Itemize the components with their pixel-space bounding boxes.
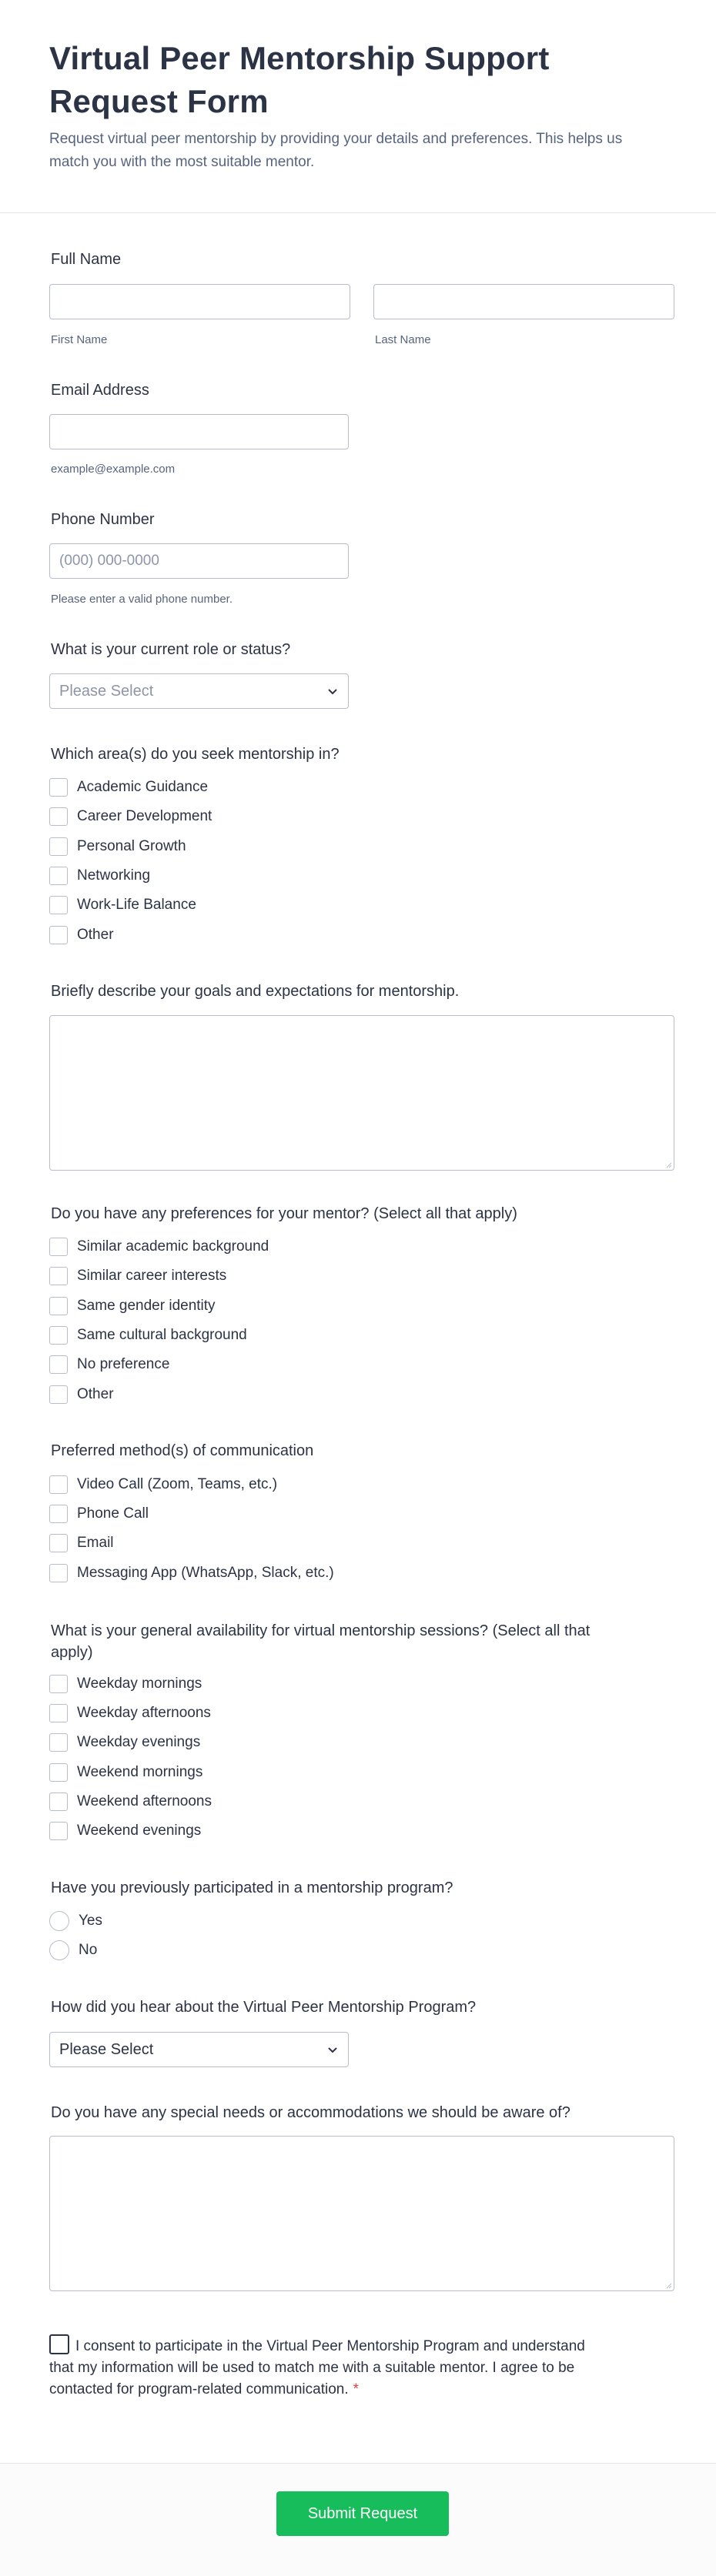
option-label: Weekend evenings xyxy=(77,1823,202,1839)
source-select-value: Please Select xyxy=(59,2040,154,2058)
areas-option[interactable] xyxy=(49,807,212,827)
checkbox[interactable] xyxy=(49,1822,68,1840)
checkbox[interactable] xyxy=(49,1475,68,1494)
resize-handle-icon[interactable] xyxy=(664,1161,672,1168)
option-label: No preference xyxy=(77,1356,170,1372)
option-label: Similar academic background xyxy=(77,1238,269,1255)
submit-button[interactable]: Submit Request xyxy=(276,2491,449,2536)
option-label: Academic Guidance xyxy=(77,779,209,795)
source-select[interactable] xyxy=(49,2032,349,2067)
checkbox[interactable] xyxy=(49,1675,68,1693)
areas-option[interactable] xyxy=(49,925,114,945)
checkbox[interactable] xyxy=(49,1564,68,1582)
footer-divider xyxy=(0,2463,716,2464)
mentor-prefs-label: Do you have any preferences for your mentor? (Select all that apply) xyxy=(51,1205,517,1222)
availability-option[interactable] xyxy=(49,1792,212,1812)
checkbox[interactable] xyxy=(49,1793,68,1811)
checkbox[interactable] xyxy=(49,1385,68,1404)
option-label: Weekday evenings xyxy=(77,1734,201,1750)
resize-handle-icon[interactable] xyxy=(664,2281,672,2289)
radio[interactable] xyxy=(49,1911,69,1931)
option-label: Weekend afternoons xyxy=(77,1793,212,1809)
goals-label: Briefly describe your goals and expectations for mentorship. xyxy=(51,983,460,1000)
accommodations-textarea[interactable] xyxy=(49,2136,674,2291)
option-label: Phone Call xyxy=(77,1505,149,1522)
option-label: Same gender identity xyxy=(77,1298,216,1314)
mentor-prefs-option[interactable] xyxy=(49,1266,226,1286)
checkbox[interactable] xyxy=(49,778,68,797)
goals-textarea[interactable] xyxy=(49,1015,674,1171)
required-asterisk: * xyxy=(353,2381,360,2397)
option-label: No xyxy=(79,1942,98,1958)
header-divider xyxy=(0,212,716,213)
form-description: Request virtual peer mentorship by providing your details and preferences. This helps us match you with the most suitable mentor. xyxy=(49,131,623,170)
availability-option[interactable] xyxy=(49,1762,202,1782)
option-label: Messaging App (WhatsApp, Slack, etc.) xyxy=(77,1565,334,1581)
phone-input[interactable] xyxy=(49,543,349,579)
areas-option[interactable] xyxy=(49,777,208,797)
previous-option-no[interactable] xyxy=(49,1940,97,1960)
option-label: Work-Life Balance xyxy=(77,897,196,913)
communication-option[interactable] xyxy=(49,1504,149,1524)
option-label: Weekday afternoons xyxy=(77,1705,211,1721)
option-label: Weekend mornings xyxy=(77,1764,203,1780)
checkbox[interactable] xyxy=(49,1355,68,1374)
mentor-prefs-option[interactable] xyxy=(49,1355,169,1375)
previous-label: Have you previously participated in a mentorship program? xyxy=(51,1879,453,1896)
email-input[interactable] xyxy=(49,414,349,449)
checkbox[interactable] xyxy=(49,807,68,826)
option-label: Weekday mornings xyxy=(77,1676,202,1692)
role-label: What is your current role or status? xyxy=(51,641,291,658)
first-name-sublabel: First Name xyxy=(51,333,108,346)
checkbox[interactable] xyxy=(49,1534,68,1552)
communication-option[interactable] xyxy=(49,1533,114,1553)
communication-label: Preferred method(s) of communication xyxy=(51,1442,314,1459)
checkbox[interactable] xyxy=(49,1297,68,1315)
phone-sublabel: Please enter a valid phone number. xyxy=(51,593,233,606)
phone-label: Phone Number xyxy=(51,511,155,528)
checkbox[interactable] xyxy=(49,896,68,914)
availability-option[interactable] xyxy=(49,1732,200,1752)
consent-text: I consent to participate in the Virtual Peer Mentorship Program and understand that my information will be used to match me with a suitable mentor. I agree to be contacted for program-related communication. xyxy=(49,2338,585,2397)
consent-field[interactable] xyxy=(49,2334,588,2401)
checkbox[interactable] xyxy=(49,1505,68,1523)
first-name-input[interactable] xyxy=(49,284,350,319)
form-header xyxy=(49,37,665,174)
areas-option[interactable] xyxy=(49,837,186,857)
checkbox[interactable] xyxy=(49,1238,68,1256)
availability-option[interactable] xyxy=(49,1703,211,1723)
form-title: Virtual Peer Mentorship Support Request Form xyxy=(49,40,550,119)
mentor-prefs-option[interactable] xyxy=(49,1296,216,1316)
communication-option[interactable] xyxy=(49,1475,277,1495)
option-label: Similar career interests xyxy=(77,1268,227,1284)
communication-option[interactable] xyxy=(49,1563,334,1583)
radio[interactable] xyxy=(49,1940,69,1960)
checkbox[interactable] xyxy=(49,837,68,856)
chevron-down-icon xyxy=(326,685,339,697)
checkbox[interactable] xyxy=(49,867,68,885)
option-label: Email xyxy=(77,1535,114,1551)
checkbox[interactable] xyxy=(49,1267,68,1285)
accommodations-label: Do you have any special needs or accommodations we should be aware of? xyxy=(51,2104,570,2121)
availability-option[interactable] xyxy=(49,1674,202,1694)
consent-checkbox[interactable] xyxy=(49,2334,69,2354)
option-label: Other xyxy=(77,927,114,943)
role-select-value: Please Select xyxy=(59,682,154,700)
mentor-prefs-option[interactable] xyxy=(49,1385,114,1405)
email-sublabel: example@example.com xyxy=(51,463,176,476)
source-label: How did you hear about the Virtual Peer Mentorship Program? xyxy=(51,1999,477,2016)
mentor-prefs-option[interactable] xyxy=(49,1237,269,1257)
option-label: Video Call (Zoom, Teams, etc.) xyxy=(77,1476,278,1492)
mentor-prefs-option[interactable] xyxy=(49,1325,247,1345)
option-label: Personal Growth xyxy=(77,838,186,854)
checkbox[interactable] xyxy=(49,1704,68,1722)
option-label: Career Development xyxy=(77,808,212,824)
last-name-input[interactable] xyxy=(373,284,674,319)
option-label: Yes xyxy=(79,1913,102,1929)
checkbox[interactable] xyxy=(49,926,68,944)
option-label: Networking xyxy=(77,867,151,884)
option-label: Same cultural background xyxy=(77,1327,247,1343)
previous-option-yes[interactable] xyxy=(49,1911,102,1931)
areas-option[interactable] xyxy=(49,866,150,886)
checkbox[interactable] xyxy=(49,1326,68,1345)
role-select[interactable] xyxy=(49,673,349,709)
chevron-down-icon xyxy=(326,2043,339,2056)
email-label: Email Address xyxy=(51,382,149,399)
last-name-sublabel: Last Name xyxy=(375,333,431,346)
option-label: Other xyxy=(77,1386,114,1402)
availability-label: What is your general availability for virtual mentorship sessions? (Select all that apply) xyxy=(51,1622,591,1661)
availability-option[interactable] xyxy=(49,1821,201,1841)
areas-option[interactable] xyxy=(49,895,196,915)
areas-label: Which area(s) do you seek mentorship in? xyxy=(51,746,340,763)
checkbox[interactable] xyxy=(49,1733,68,1752)
checkbox[interactable] xyxy=(49,1763,68,1782)
full-name-label: Full Name xyxy=(51,251,122,268)
